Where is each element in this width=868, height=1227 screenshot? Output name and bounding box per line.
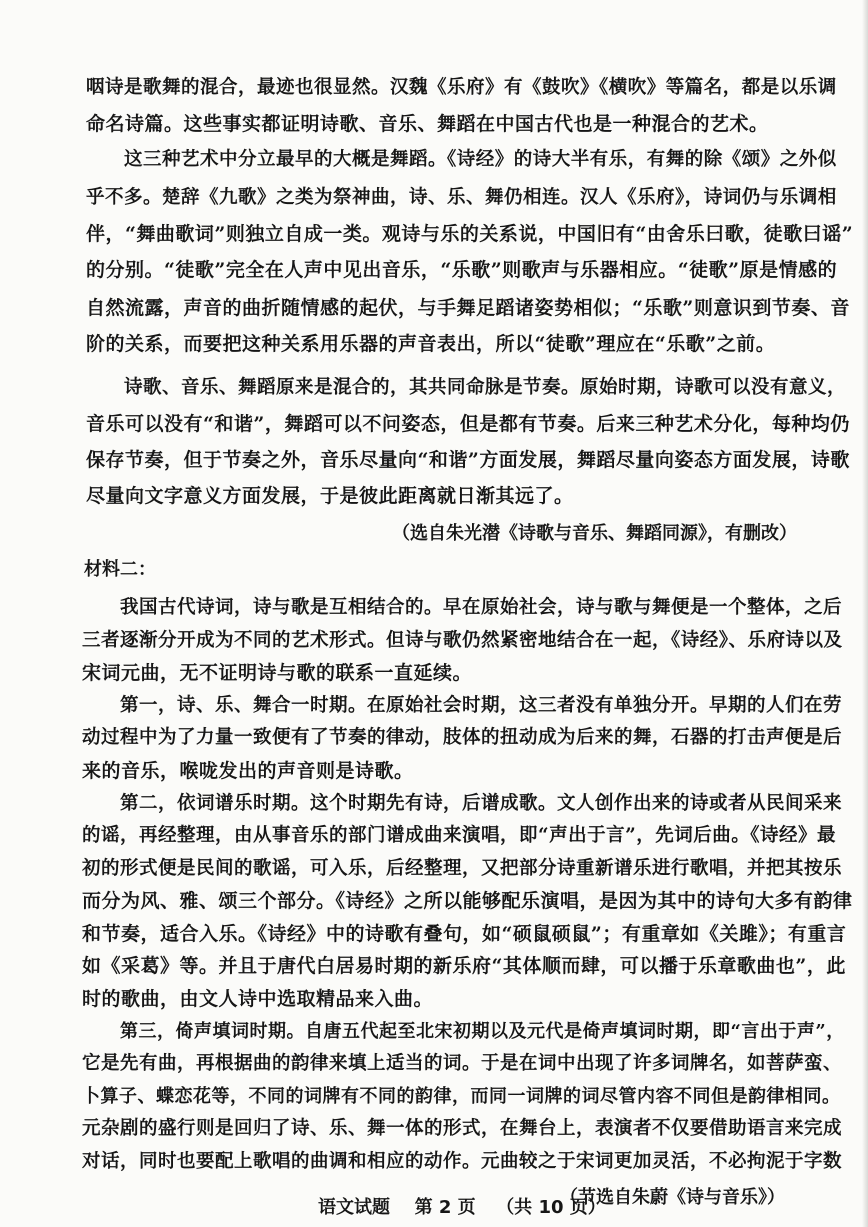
material1-line: 乎不多。楚辞《九歌》之类为祭神曲，诗、乐、舞仍相连。汉人《乐府》，诗词仍与乐调相 [86, 187, 837, 208]
material2-line: 而分为风、雅、颂三个部分。《诗经》之所以能够配乐演唱，是因为其中的诗句大多有韵律 [82, 890, 853, 912]
material1-line: 咽诗是歌舞的混合，最迹也很显然。汉魏《乐府》有《鼓吹》《横吹》等篇名，都是以乐调 [86, 77, 837, 98]
footer-page-number: 第 2 页 [414, 1197, 476, 1218]
material2-line: 来的音乐，喉咙发出的声音则是诗歌。 [82, 760, 414, 782]
material2-line: 第三，倚声填词时期。自唐五代起至北宋初期以及元代是倚声填词时期，即“言出于声”， [120, 1021, 845, 1042]
material2-line: 三者逐渐分开成为不同的艺术形式。但诗与歌仍然紧密地结合在一起，《诗经》、乐府诗以及 [82, 630, 843, 651]
material2-line: 的谣，再经整理，由从事音乐的部门谱成曲来演唱，即“声出于言”，先词后曲。《诗经》最 [82, 825, 837, 846]
material2-line: 宋词元曲，无不证明诗与歌的联系一直延续。 [82, 662, 473, 684]
material2-line: 时的歌曲，由文人诗中选取精品来入曲。 [82, 988, 434, 1010]
material2-line: 卜算子、蝶恋花等，不同的词牌有不同的韵律，而同一词牌的词尽管内容不同但是韵律相同。 [82, 1086, 841, 1107]
material2-line: 和节奏，适合入乐。《诗经》中的诗歌有叠句，如“硕鼠硕鼠”；有重章如《关雎》；有重言 [82, 923, 847, 945]
material2-line: 我国古代诗词，诗与歌是互相结合的。早在原始社会，诗与歌与舞便是一个整体，之后 [120, 597, 843, 618]
material1-line: 保存节奏，但于节奏之外，音乐尽量向“和谐”方面发展，舞蹈尽量向姿态方面发展，诗歌 [86, 449, 850, 471]
material2-line: 初的形式便是民间的歌谣，可入乐，后经整理，又把部分诗重新谱乐进行歌唱，并把其按乐 [82, 858, 843, 879]
material2-line: 元杂剧的盛行则是回归了诗、乐、舞一体的形式，在舞台上，表演者不仅要借助语言来完成 [82, 1118, 843, 1139]
material1-line: 音乐可以没有“和谐”，舞蹈可以不问姿态，但是都有节奏。后来三种艺术分化，每种均仍 [86, 413, 850, 435]
material1-source: （选自朱光潜《诗歌与音乐、舞蹈同源》，有删改） [392, 523, 797, 544]
material1-line: 诗歌、音乐、舞蹈原来是混合的，其共同命脉是节奏。原始时期，诗歌可以没有意义， [124, 377, 847, 398]
material2-line: 它是先有曲，再根据曲的韵律来填上适当的词。于是在词中出现了许多词牌名，如菩萨蛮、 [82, 1053, 843, 1074]
material2-line: 对话，同时也要配上歌唱的曲调和相应的动作。元曲较之于宋词更加灵活，不必拘泥于字数 [82, 1151, 843, 1172]
material1-line: 伴，“舞曲歌词”则独立自成一类。观诗与乐的关系说，中国旧有“由舍乐曰歌，徒歌曰谣” [86, 223, 854, 245]
material2-line: 第二，依词谱乐时期。这个时期先有诗，后谱成歌。文人创作出来的诗或者从民间采来 [120, 793, 843, 814]
material1-line: 尽量向文字意义方面发展，于是彼此距离就日渐其远了。 [86, 485, 574, 507]
material1-line: 自然流露，声音的曲折随情感的起伏，与手舞足蹈诸姿势相似；“乐歌”则意识到节奏、音 [86, 297, 850, 319]
material2-line: 第一，诗、乐、舞合一时期。在原始社会时期，这三者没有单独分开。早期的人们在劳 [120, 695, 843, 716]
material2-line: 动过程中为了力量一致便有了节奏的律动，肢体的扭动成为后来的舞，石器的打击声便是后 [82, 727, 843, 748]
material1-line: 命名诗篇。这些事实都证明诗歌、音乐、舞蹈在中国古代也是一种混合的艺术。 [86, 113, 769, 135]
footer-total-pages: （共 10 页） [496, 1197, 606, 1218]
scan-edge [862, 0, 868, 1227]
material2-line: 如《采葛》等。并且于唐代白居易时期的新乐府“其体顺而肆，可以播于乐章歌曲也”，此 [82, 955, 846, 977]
footer-subject: 语文试题 [318, 1197, 390, 1218]
material1-line: 这三种艺术中分立最早的大概是舞蹈。《诗经》的诗大半有乐，有舞的除《颂》之外似 [124, 149, 837, 170]
material2-source: （节选自朱蔚《诗与音乐》） [560, 1187, 785, 1208]
material2-heading: 材料二： [84, 559, 156, 580]
material1-line: 阶的关系，而要把这种关系用乐器的声音表出，所以“徒歌”理应在“乐歌”之前。 [86, 333, 776, 355]
material1-line: 的分别。“徒歌”完全在人声中见出音乐，“乐歌”则歌声与乐器相应。“徒歌”原是情感的 [86, 259, 838, 281]
